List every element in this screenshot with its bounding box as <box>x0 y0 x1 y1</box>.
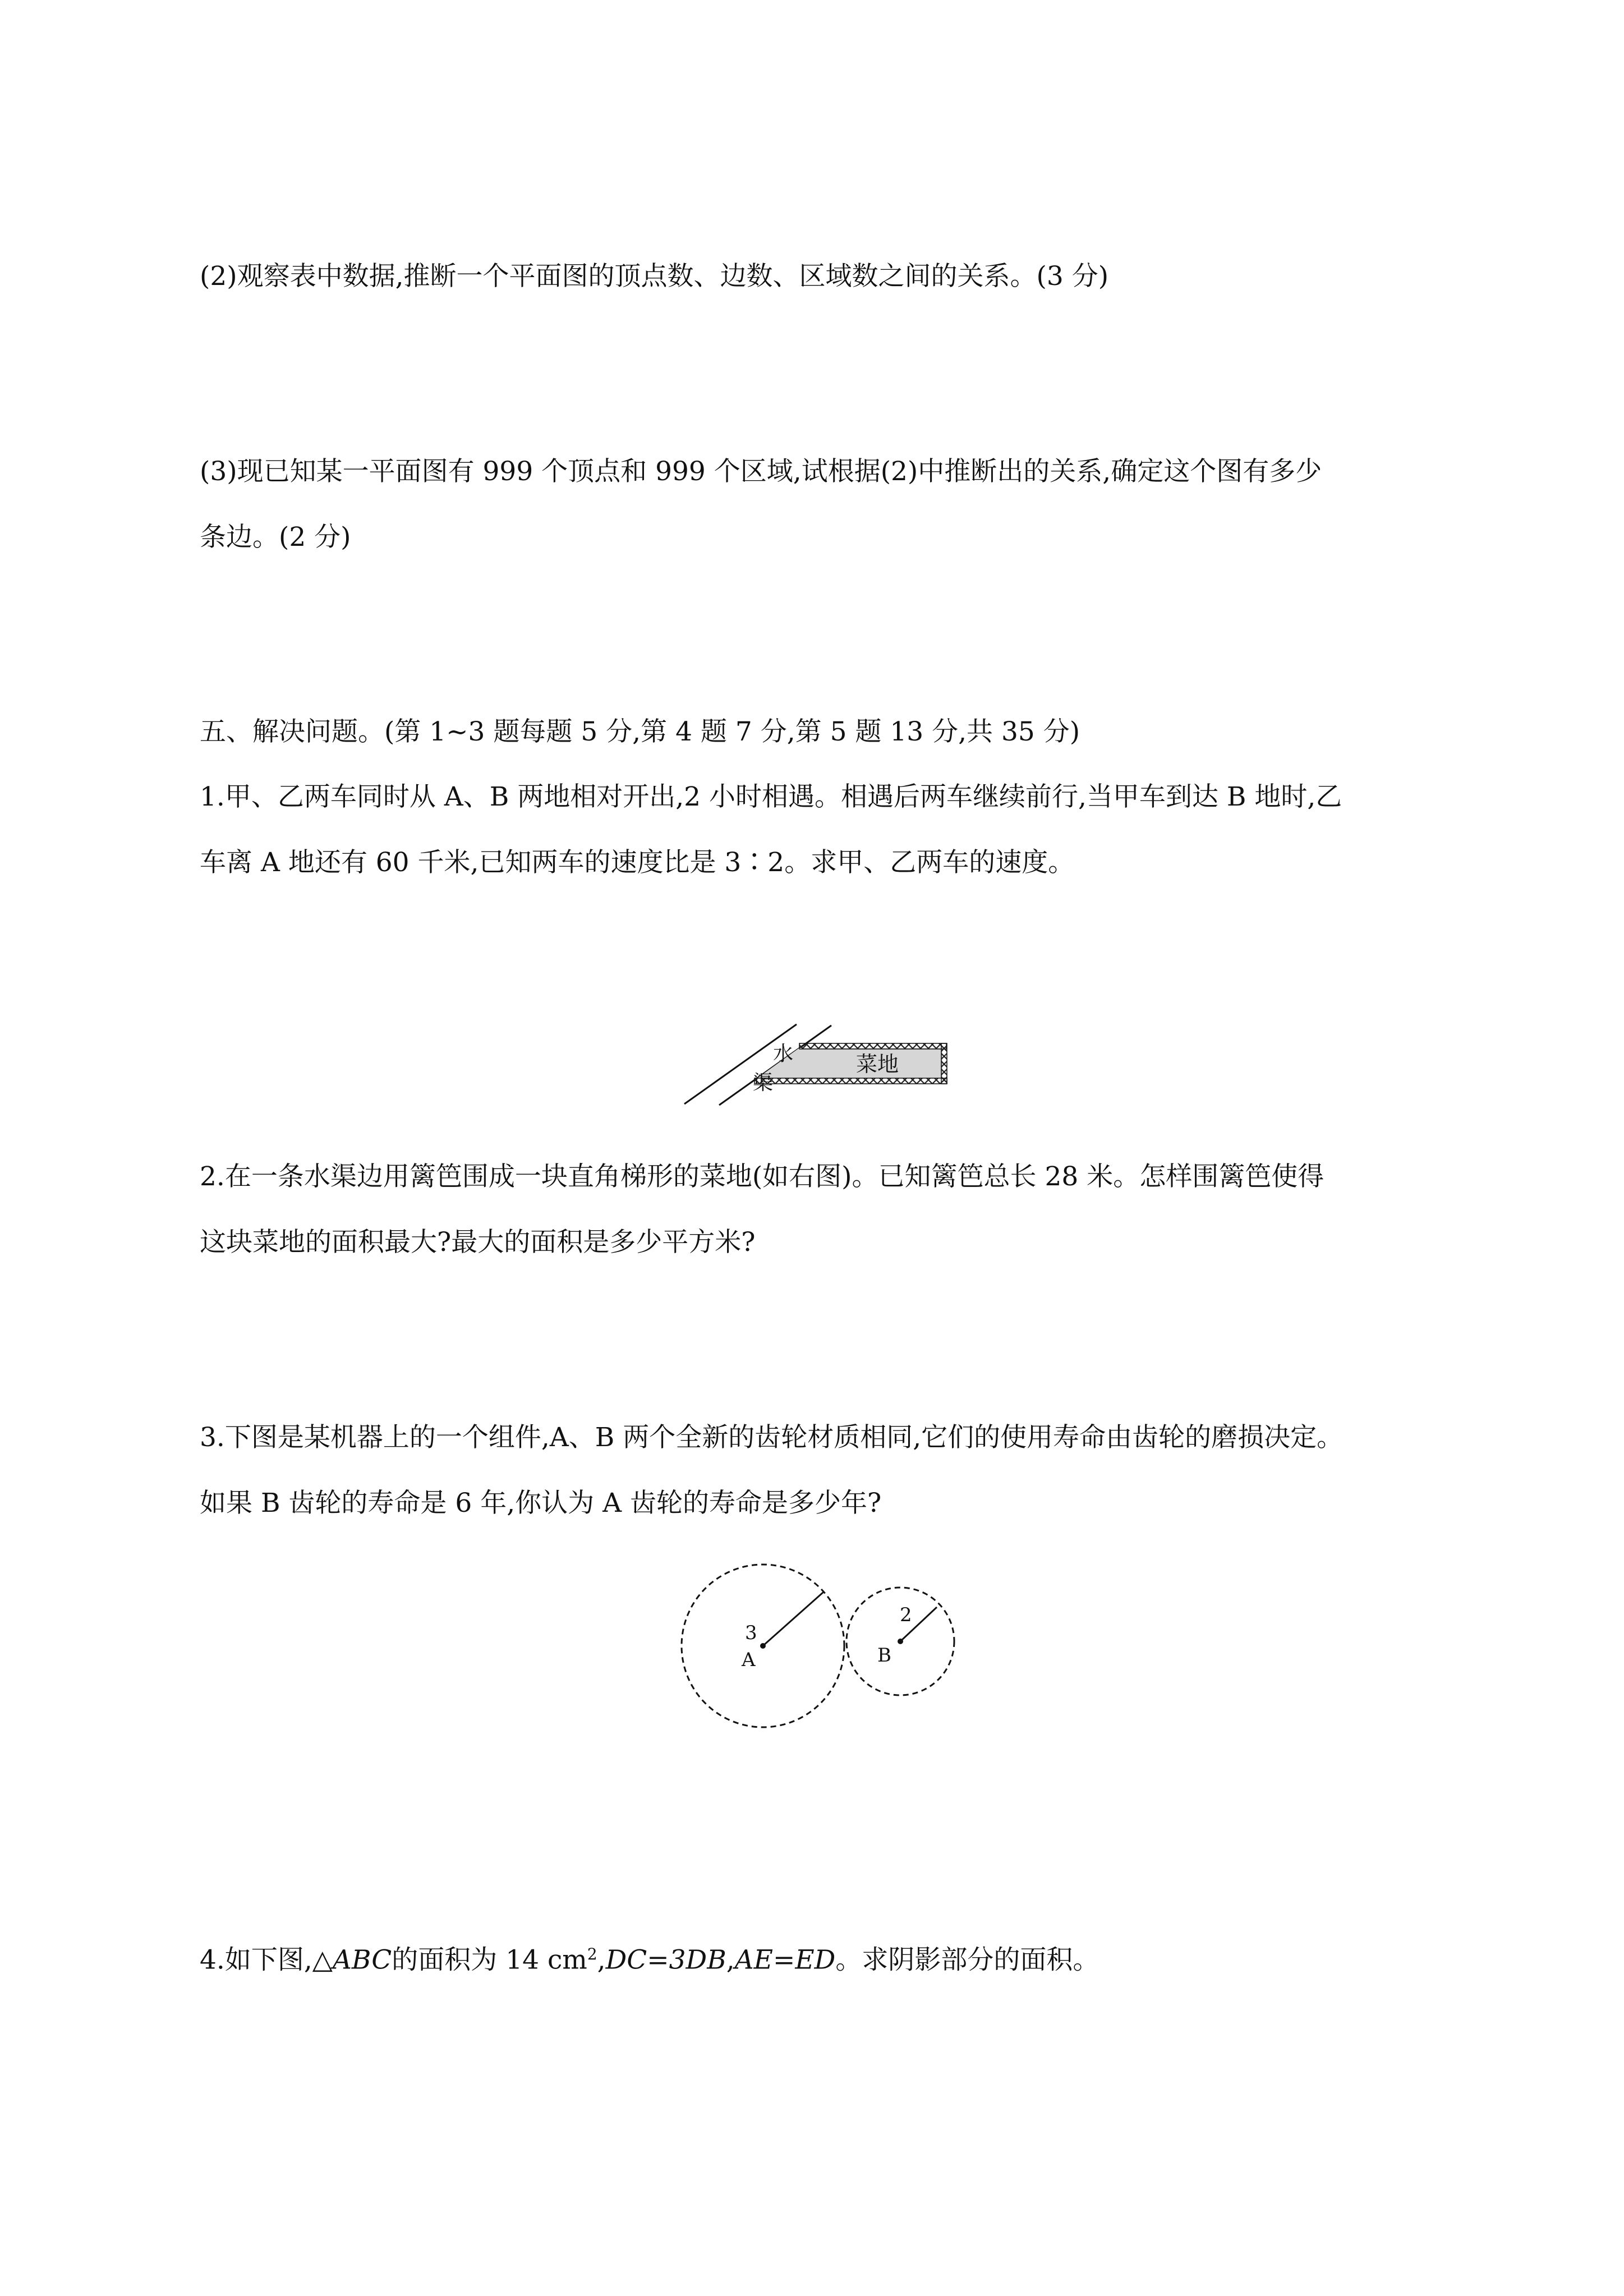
label-shui: 水 <box>773 1042 794 1065</box>
label-field: 菜地 <box>856 1052 899 1076</box>
gear-a-center <box>760 1643 766 1649</box>
question-part4-2: (2)观察表中数据,推断一个平面图的顶点数、边数、区域数之间的关系。(3 分) <box>200 261 1109 292</box>
gear-a-radius-label: 3 <box>745 1622 757 1644</box>
problem-4 <box>200 1938 1099 1977</box>
problem-4-area: 的面积为 14 cm <box>392 1944 587 1976</box>
canal-field-figure <box>673 1021 965 1111</box>
problem-2-line2: 这块菜地的面积最大?最大的面积是多少平方米? <box>200 1227 756 1258</box>
problem-4-prefix: 4.如下图,△ <box>200 1944 333 1976</box>
condition-dc: DC=3DB <box>605 1944 726 1976</box>
problem-4-suffix: 。求阴影部分的面积。 <box>835 1944 1099 1976</box>
triangle-abc: ABC <box>332 1944 392 1976</box>
condition-ae: AE=ED <box>734 1944 836 1976</box>
gears-figure <box>673 1576 965 1717</box>
gear-b-center <box>898 1639 903 1644</box>
problem-1-line1: 1.甲、乙两车同时从 A、B 两地相对开出,2 小时相遇。相遇后两车继续前行,当甲车到达 B 地时,乙 <box>200 781 1342 812</box>
gear-b-radius-label: 2 <box>900 1604 912 1626</box>
gear-a-radius-line <box>763 1592 823 1646</box>
gear-b-label: B <box>877 1644 891 1667</box>
label-qu: 渠 <box>753 1071 774 1094</box>
question-part4-3-line2: 条边。(2 分) <box>200 522 351 553</box>
problem-3-line2: 如果 B 齿轮的寿命是 6 年,你认为 A 齿轮的寿命是多少年? <box>200 1488 882 1519</box>
problem-2-line1: 2.在一条水渠边用篱笆围成一块直角梯形的菜地(如右图)。已知篱笆总长 28 米。怎样围篱笆使得 <box>200 1161 1324 1192</box>
fence-bottom <box>755 1078 947 1084</box>
comma: , <box>726 1944 735 1976</box>
section-heading-part5: 五、解决问题。(第 1~3 题每题 5 分,第 4 题 7 分,第 5 题 13 分,共 35 分) <box>200 716 1080 747</box>
comma: , <box>597 1944 606 1976</box>
problem-3-line1: 3.下图是某机器上的一个组件,A、B 两个全新的齿轮材质相同,它们的使用寿命由齿轮的磨损决定。 <box>200 1422 1344 1453</box>
unit-square-sup: 2 <box>587 1945 597 1963</box>
fence-top <box>799 1043 946 1049</box>
fence-right <box>941 1043 947 1084</box>
question-part4-3-line1: (3)现已知某一平面图有 999 个顶点和 999 个区域,试根据(2)中推断出的关系,确定这个图有多少 <box>200 456 1322 487</box>
gear-a-label: A <box>742 1649 756 1671</box>
problem-1-line2: 车离 A 地还有 60 千米,已知两车的速度比是 3∶2。求甲、乙两车的速度。 <box>200 847 1075 878</box>
